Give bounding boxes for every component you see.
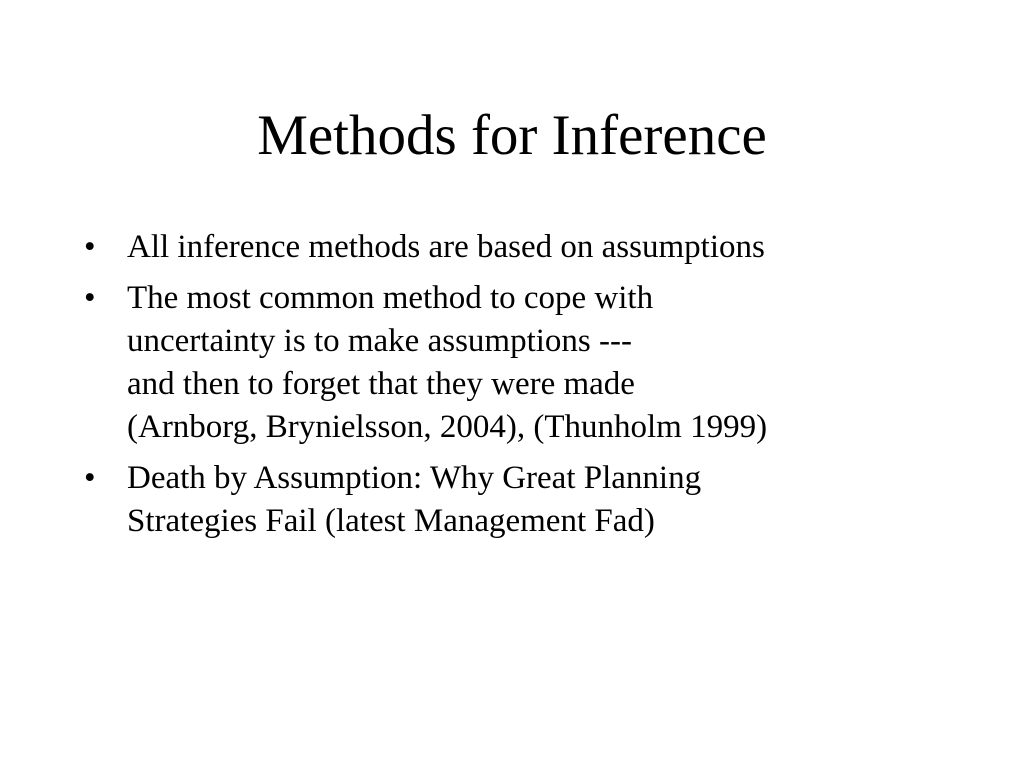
- bullet-text-line: uncertainty is to make assumptions ---: [127, 323, 632, 359]
- bullet-text-line: Death by Assumption: Why Great Planning: [127, 460, 702, 496]
- bullet-text-line: (Arnborg, Brynielsson, 2004), (Thunholm 1999): [127, 409, 768, 445]
- bullet-icon: •: [84, 229, 96, 265]
- bullet-list: [84, 226, 984, 551]
- bullet-text-line: All inference methods are based on assumptions: [127, 229, 765, 265]
- bullet-icon: •: [84, 280, 96, 316]
- slide-title: Methods for Inference: [257, 104, 767, 167]
- bullet-text-line: The most common method to cope with: [127, 280, 654, 316]
- bullet-text-line: and then to forget that they were made: [127, 366, 635, 402]
- bullet-item: [84, 226, 984, 269]
- bullet-item: [84, 457, 984, 543]
- bullet-item: [84, 277, 984, 449]
- bullet-icon: •: [84, 460, 96, 496]
- bullet-text-line: Strategies Fail (latest Management Fad): [127, 503, 655, 539]
